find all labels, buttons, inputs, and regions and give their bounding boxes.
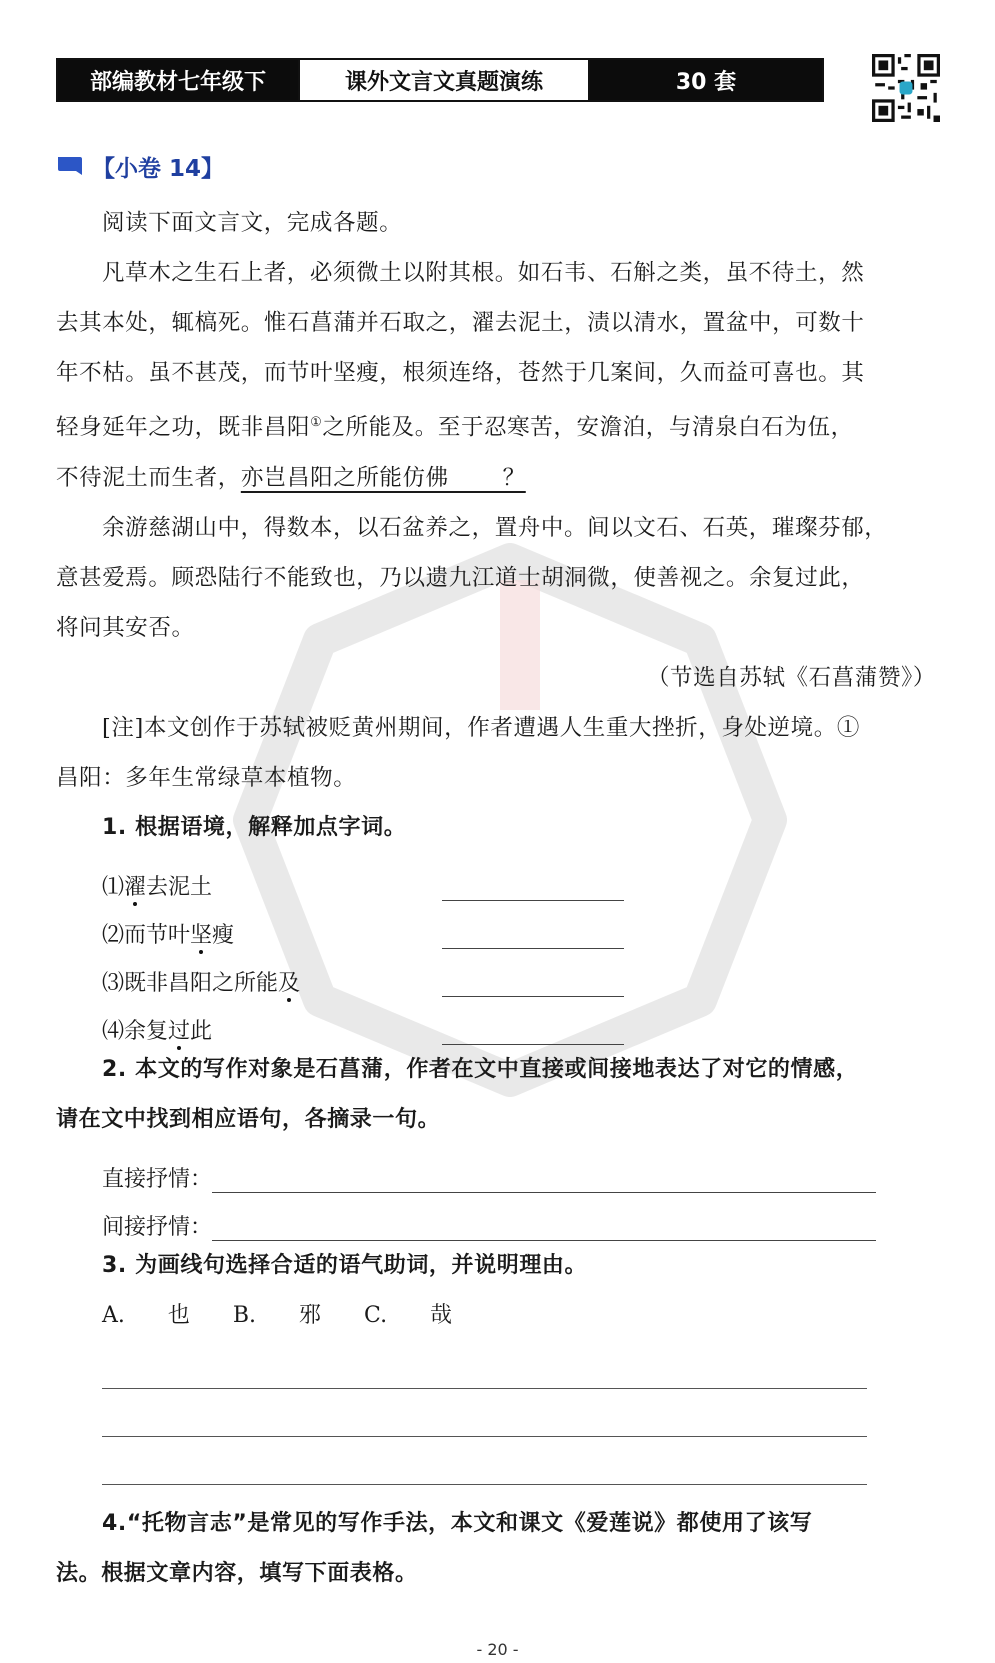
indirect-lyric-row [56, 1193, 946, 1241]
note-text: 本文创作于苏轼被贬黄州期间，作者遭遇人生重大挫折，身处逆境。① [143, 714, 860, 741]
note-line: 昌阳：多年生常绿草本植物。 [56, 764, 357, 791]
page-number: - 20 - [476, 1640, 519, 1659]
q1-item [56, 997, 946, 1045]
indirect-lyric-label: 间接抒情： [102, 1214, 213, 1240]
q1-item-text: ⑵而节叶坚瘦 [102, 922, 235, 948]
header-count: 30 套 [590, 60, 822, 100]
source-citation: （节选自苏轼《石菖蒲赞》） [646, 664, 936, 691]
answer-line[interactable] [102, 1389, 867, 1437]
instruction: 阅读下面文言文，完成各题。 [102, 210, 403, 236]
footnote-marker: ① [310, 415, 323, 430]
question-1-title: 1. 根据语境，解释加点字词。 [102, 814, 407, 840]
answer-line[interactable] [102, 1437, 867, 1485]
direct-lyric-label: 直接抒情： [102, 1166, 213, 1192]
q1-item [56, 901, 946, 949]
header-subject: 课外文言文真题演练 [298, 60, 590, 100]
passage-line: 去其本处，辄槁死。惟石菖蒲并石取之，濯去泥土，渍以清水，置盆中，可数十 [56, 310, 865, 336]
direct-lyric-blank[interactable] [212, 1164, 876, 1193]
note-line [56, 703, 946, 753]
passage-line [56, 398, 946, 453]
passage-line: 年不枯。虽不甚茂，而节叶坚瘦，根须连络，苍然于几案间，久而益可喜也。其 [56, 360, 865, 386]
passage-line: 意甚爱焉。顾恐陆行不能致也，乃以遗九江道士胡洞微，使善视之。余复过此， [56, 564, 865, 591]
passage-text: 之所能及。至于忍寒苦，安澹泊，与清泉白石为伍， [322, 414, 854, 441]
passage-text: 不待泥土而生者， [56, 464, 241, 491]
q1-item [56, 853, 946, 901]
direct-lyric-row [56, 1145, 946, 1193]
underlined-sentence: 亦岂昌阳之所能仿佛 ？ [240, 464, 526, 491]
worksheet-content [56, 198, 946, 1599]
section-label: 【小卷 14】 [92, 156, 225, 182]
qr-code-icon [872, 54, 940, 122]
answer-line[interactable] [102, 1341, 867, 1389]
passage-line: 将问其安否。 [56, 614, 195, 641]
question-4-line: 法。根据文章内容，填写下面表格。 [56, 1560, 418, 1586]
header-grade: 部编教材七年级下 [58, 60, 298, 100]
passage-line: 余游慈湖山中，得数本，以石盆养之，置舟中。间以文石、石英，璀璨芬郁， [102, 514, 888, 541]
bookmark-icon [56, 155, 84, 179]
passage-line [56, 453, 946, 503]
passage-line: 凡草木之生石上者，必须微土以附其根。如石韦、石斛之类，虽不待土，然 [102, 260, 865, 286]
q1-item-text: ⑶既非昌阳之所能及 [102, 970, 301, 996]
note-label: [注] [102, 714, 144, 741]
passage-text: 轻身延年之功，既非昌阳 [56, 414, 311, 441]
answer-blank[interactable] [442, 872, 624, 901]
question-4-line: 4.“托物言志”是常见的写作手法，本文和课文《爱莲说》都使用了该写 [102, 1510, 813, 1536]
q1-item-text: ⑴濯去泥土 [102, 874, 213, 900]
section-title [56, 150, 224, 183]
question-3-options: A. 也 B. 邪 C. 哉 [102, 1302, 453, 1328]
question-2-line: 2. 本文的写作对象是石菖蒲，作者在文中直接或间接地表达了对它的情感， [102, 1056, 859, 1082]
answer-blank[interactable] [442, 920, 624, 949]
answer-blank[interactable] [442, 1016, 624, 1045]
question-2-line: 请在文中找到相应语句，各摘录一句。 [56, 1106, 441, 1132]
question-3-title: 3. 为画线句选择合适的语气助词，并说明理由。 [102, 1252, 588, 1278]
q1-item-text: ⑷余复过此 [102, 1018, 213, 1044]
header-bar [56, 58, 824, 102]
indirect-lyric-blank[interactable] [212, 1212, 876, 1241]
answer-blank[interactable] [442, 968, 624, 997]
q1-item [56, 949, 946, 997]
